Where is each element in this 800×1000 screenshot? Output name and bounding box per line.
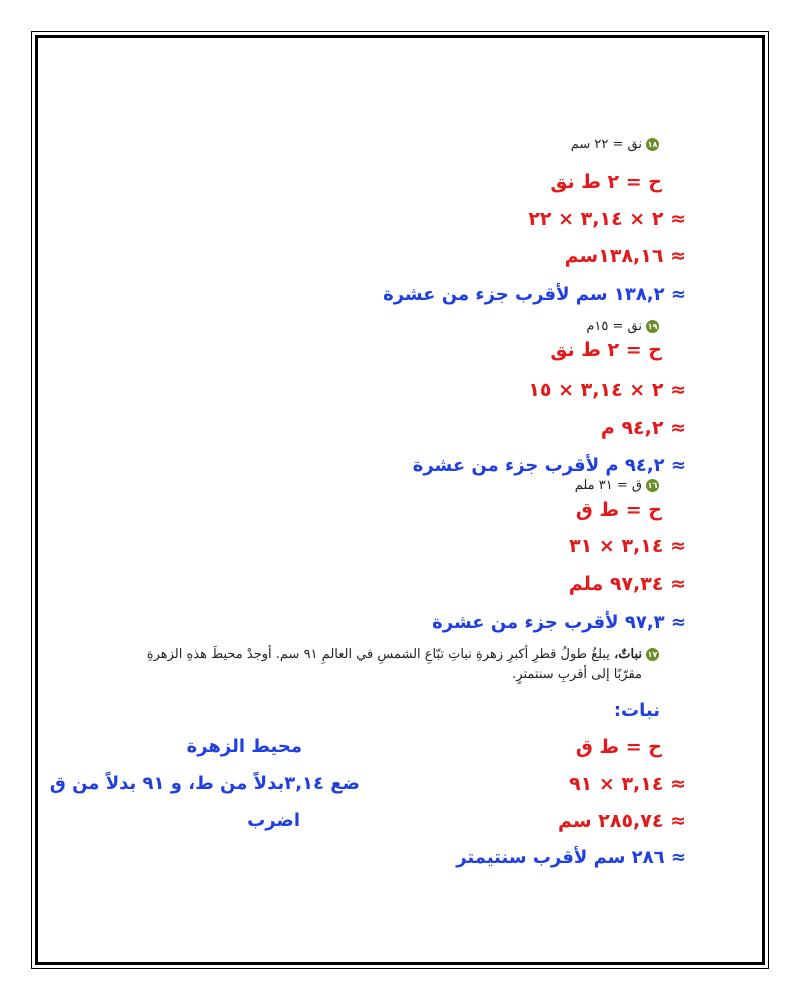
problem-17-topic: نباتٌ، [614,647,642,662]
problem-18-step1: ≈ ٢ × ٣,١٤ × ٢٢ [528,208,686,230]
problem-19-number-badge: ١٩ [647,322,658,331]
problem-16-number-badge: ١٦ [647,481,658,490]
problem-19-result: ≈ ٩٤,٢ م لأقرب جزء من عشرة [412,455,686,476]
problem-16-given [575,479,659,492]
problem-17-statement-line1 [147,645,659,665]
problem-19-given-text: نق = ١٥م [586,319,642,334]
problem-19-step1: ≈ ٢ × ٣,١٤ × ١٥ [528,379,686,401]
problem-19-step2: ≈ ٩٤,٢ م [600,417,686,439]
problem-17-statement-line2: مقرّبًا إلى أقربِ سنتمترٍ. [512,667,642,682]
problem-17-row-2-note: ضع ٣,١٤بدلاً من ط، و ٩١ بدلاً من ق [49,773,360,794]
problem-18-step2: ≈ ١٣٨,١٦سم [564,245,686,267]
problem-16-result: ≈ ٩٧,٣ لأقرب جزء من عشرة [432,612,686,633]
problem-18-given [571,138,659,151]
problem-17-heading: نبات: [613,700,660,721]
problem-17-row-4-math: ≈ ٢٨٦ سم لأقرب سنتيمتر [456,847,686,868]
problem-16-step1: ≈ ٣,١٤ × ٣١ [569,535,686,557]
problem-18-result: ≈ ١٣٨,٢ سم لأقرب جزء من عشرة [383,284,686,305]
problem-18-formula: ح = ٢ ط نق [550,171,662,193]
problem-17-number-badge: ١٧ [647,650,658,659]
problem-18-number-badge: ١٨ [647,140,658,149]
problem-17-row-2-math: ≈ ٣,١٤ × ٩١ [569,773,686,795]
problem-17-row-3-note: اضرب [247,810,300,831]
problem-16-given-text: ق = ٣١ ملم [574,478,642,493]
problem-18-given-text: نق = ٢٢ سم [570,137,642,152]
problem-16-formula: ح = ط ق [575,499,662,521]
problem-17-row-1-note: محيط الزهرة [186,736,302,757]
problem-16-step2: ≈ ٩٧,٣٤ ملم [568,573,686,595]
problem-19-given [586,320,659,333]
problem-17-row-1-math: ح = ط ق [575,736,662,758]
problem-19-formula: ح = ٢ ط نق [550,339,662,361]
problem-17-row-3-math: ≈ ٢٨٥,٧٤ سم [558,810,686,832]
problem-17-statement-text: يبلغُ طولُ قطرِ أكبرِ زهرةِ نباتِ تبّاعِ الشمسِ في العالمِ ٩١ سم. أوجدْ محيطَ هذهِ الزهرةِ [146,647,615,662]
